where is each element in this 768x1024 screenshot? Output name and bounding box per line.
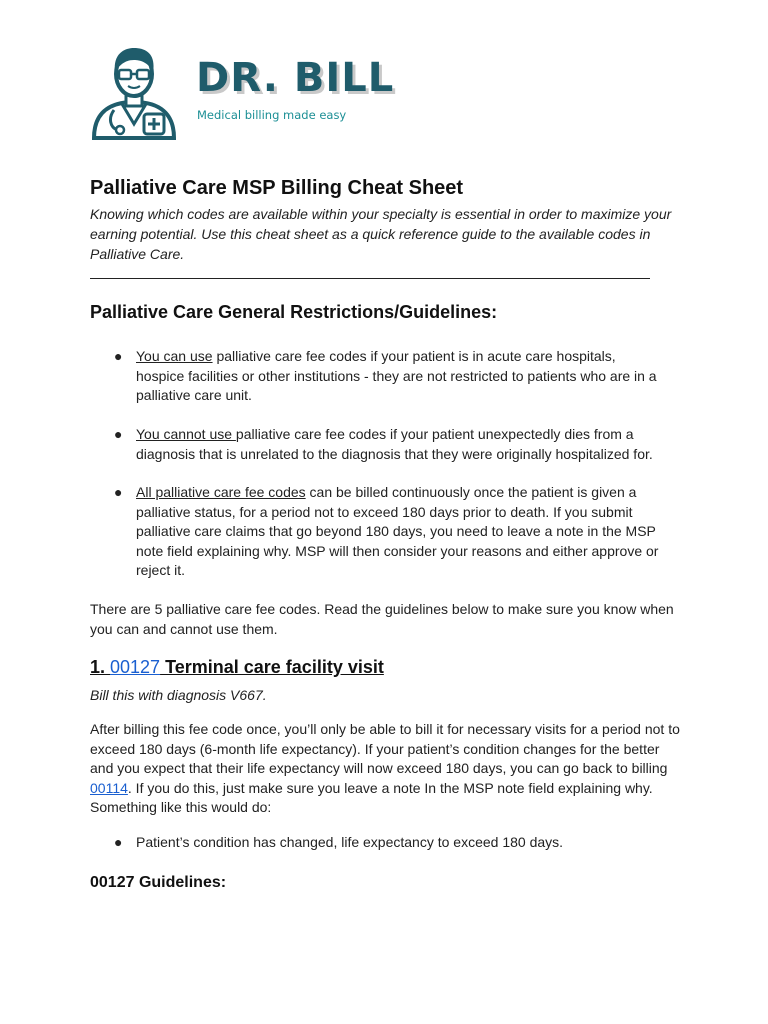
- brand-name: DR. BILL: [196, 55, 395, 101]
- paragraph-text: After billing this fee code once, you’ll only be able to bill it for necessary visits for a period not to exceed 180 days (6-month life expectancy). If your patient’s condition changes for the better and you expect that their life expectancy will now exceed 180 days, you can go back to billing: [90, 721, 680, 777]
- brand-tagline: Medical billing made easy: [197, 108, 347, 122]
- bullet-text: can be billed continuously once the patient is given a palliative status, for a period not to exceed 180 days prior to death. If you submit palliative care claims that go beyond 180 days, you need to leave a note in the MSP note field explaining why. MSP will then consider your reasons and either approve or reject it.: [136, 484, 659, 579]
- guidelines-heading: 00127 Guidelines:: [90, 874, 227, 891]
- section-heading: Palliative Care General Restrictions/Guidelines:: [90, 302, 498, 322]
- diagnosis-note: Bill this with diagnosis V667.: [90, 687, 267, 703]
- bullet-text: palliative care fee codes if your patient unexpectedly dies from a diagnosis that is unrelated to the diagnosis that they were originally hospitalized for.: [136, 426, 653, 462]
- code-number: 1.: [90, 657, 111, 677]
- code-paragraph: [90, 720, 680, 818]
- paragraph-text: . If you do this, just make sure you leave a note In the MSP note field explaining why. Something like this would do:: [90, 779, 653, 816]
- summary-paragraph: There are 5 palliative care fee codes. Read the guidelines below to make sure you know when you can and cannot use them.: [90, 601, 674, 637]
- intro-paragraph: Knowing which codes are available within your specialty is essential in order to maximize your earning potential. Use this cheat sheet as a quick reference guide to the available codes in Palliative Care.: [90, 206, 672, 262]
- doctor-logo-icon: [88, 44, 180, 142]
- code-title: Terminal care facility visit: [160, 657, 384, 677]
- page-title: Palliative Care MSP Billing Cheat Sheet: [90, 177, 464, 199]
- divider: [90, 278, 650, 279]
- bullet-icon: ●: [114, 348, 123, 364]
- code-heading: [90, 657, 384, 678]
- bullet-lead: All palliative care fee codes: [136, 484, 306, 500]
- bullet-text: palliative care fee codes if your patient is in acute care hospitals, hospice facilities or other institutions - they are not restricted to patients who are in a palliative care unit.: [136, 348, 657, 404]
- bullet-lead: You cannot use: [136, 426, 236, 442]
- bullet-text: Patient’s condition has changed, life expectancy to exceed 180 days.: [136, 834, 564, 850]
- bullet-icon: ●: [114, 834, 123, 850]
- code-00114-link[interactable]: 00114: [90, 779, 128, 796]
- code-00127-link[interactable]: 00127: [110, 657, 161, 677]
- bullet-icon: ●: [114, 426, 123, 442]
- bullet-icon: ●: [114, 484, 123, 500]
- bullet-lead: You can use: [136, 348, 213, 364]
